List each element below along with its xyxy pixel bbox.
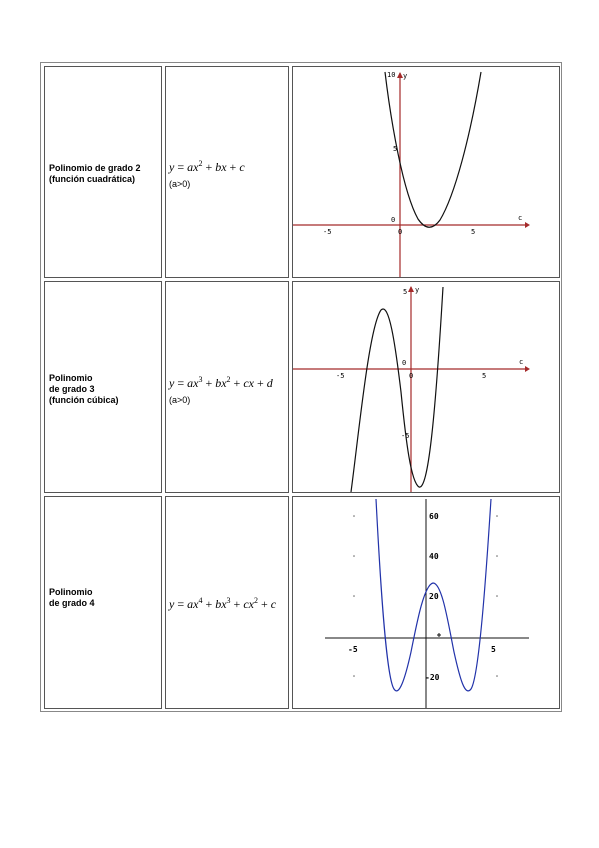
row3-graph <box>293 497 560 709</box>
row2-name-line1: Polinomio <box>49 373 93 383</box>
row1-y-label: y <box>403 72 408 80</box>
row2-xtick-5: 5 <box>482 372 487 380</box>
row2-xtick-0: 0 <box>409 372 414 380</box>
row1-name-cell <box>44 66 162 278</box>
row2-ytick-neg5: -5 <box>401 432 410 440</box>
row1-ytick-5: 5 <box>393 145 398 153</box>
row3-name-cell <box>44 496 162 709</box>
row2-condition: (a>0) <box>169 395 191 405</box>
row1-x-label: c <box>518 214 523 222</box>
row1-xtick-5: 5 <box>471 228 476 236</box>
row3-ytick-40: 40 <box>429 552 439 561</box>
row3-xtick-5: 5 <box>491 645 496 654</box>
row1-name <box>49 163 141 185</box>
row1-top-label: 10 <box>387 71 396 79</box>
row1-xtick-0: 0 <box>398 228 403 236</box>
row1-x-arrow <box>525 222 530 228</box>
row2-y-label: y <box>415 286 420 294</box>
row2-formula: $y = ax^3 + bx^2$ + cx + d <box>169 375 273 390</box>
row3-formula: $y = ax^4 + bx^3 + cx^2 + c$ <box>169 596 277 611</box>
row3-ytick-60: 60 <box>429 512 439 521</box>
row2-x-arrow <box>525 366 530 372</box>
row3-graph-cell <box>292 496 560 709</box>
row2-y-arrow <box>408 286 414 292</box>
row2-name-line2: de grado 3 <box>49 384 95 394</box>
row3-ytick-neg20: -20 <box>425 673 440 682</box>
row1-graph <box>293 67 560 278</box>
row3-xtick-neg5: -5 <box>348 645 358 654</box>
row1-ytick-0: 0 <box>391 216 396 224</box>
row1-formula-cell <box>165 66 289 278</box>
row1-condition: (a>0) <box>169 179 191 189</box>
row2-name <box>49 373 119 406</box>
row1-curve <box>385 72 481 227</box>
row3-name <box>49 587 95 609</box>
row1-xtick-neg5: -5 <box>323 228 332 236</box>
row2-curve <box>351 287 443 492</box>
row2-ytick-5: 5 <box>403 288 408 296</box>
row2-formula-cell <box>165 281 289 493</box>
row2-origin-label: 0 <box>402 359 407 367</box>
row2-graph <box>293 282 560 493</box>
row1-graph-cell <box>292 66 560 278</box>
row2-x-label: c <box>519 358 524 366</box>
row3-name-line1: Polinomio <box>49 587 93 597</box>
polynomial-table <box>40 62 562 712</box>
row3-ytick-20: 20 <box>429 592 439 601</box>
row2-name-cell <box>44 281 162 493</box>
row3-formula-cell <box>165 496 289 709</box>
row3-name-line2: de grado 4 <box>49 598 95 608</box>
row2-name-line3: (función cúbica) <box>49 395 119 405</box>
row2-xtick-neg5: -5 <box>336 372 345 380</box>
row1-formula: $y = ax^2$ + bx + c <box>169 159 245 174</box>
row2-graph-cell <box>292 281 560 493</box>
row1-name-line1: Polinomio de grado 2 <box>49 163 141 173</box>
row1-name-line2: (función cuadrática) <box>49 174 136 184</box>
